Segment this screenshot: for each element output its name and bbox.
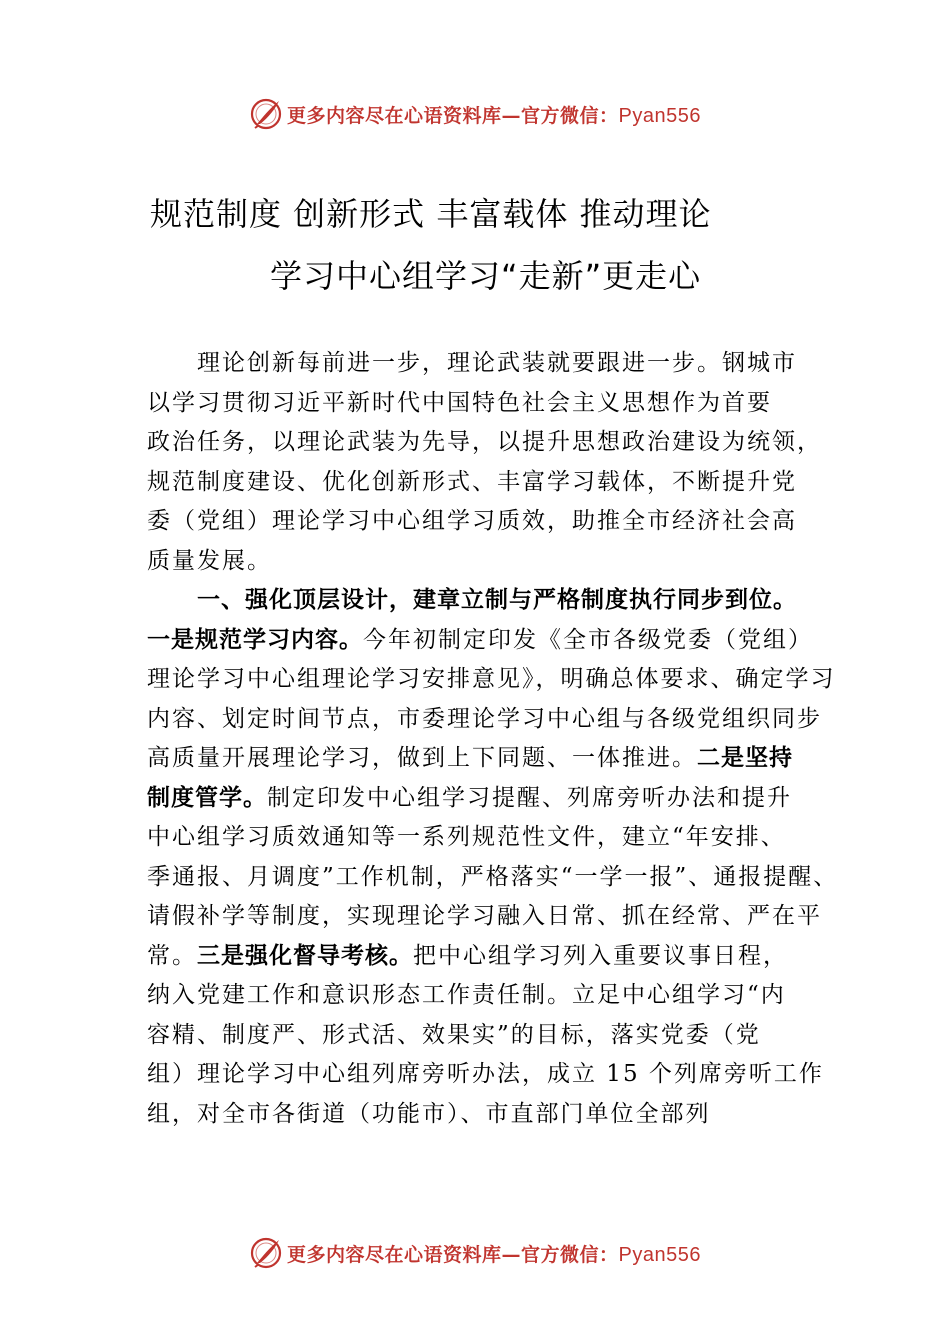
- document-body: [147, 344, 837, 1134]
- text-run: 高质量开展理论学习，做到上下同题、一体推进。: [147, 745, 697, 771]
- text-line: 容精、制度严、形式活、效果实”的目标，落实党委（党: [147, 1021, 761, 1048]
- banner-text: [287, 1240, 701, 1267]
- text-run: 今年初制定印发《全市各级党委（党组）: [363, 626, 813, 653]
- text-run: 把中心组学习列入重要议事日程，: [413, 942, 788, 969]
- footer-banner: [0, 1233, 950, 1273]
- document-title-line-1: 规范制度 创新形式 丰富载体 推动理论: [150, 195, 712, 233]
- section-heading: 一、强化顶层设计，建章立制与严格制度执行同步到位。: [197, 587, 797, 613]
- text-line: 规范制度建设、优化创新形式、丰富学习载体，不断提升党: [147, 468, 797, 495]
- text-line: 内容、划定时间节点，市委理论学习中心组与各级党组织同步: [147, 705, 822, 732]
- text-line: 理论学习中心组理论学习安排意见》，明确总体要求、确定学习: [147, 666, 836, 692]
- text-line: 理论创新每前进一步，理论武装就要跟进一步。钢城市: [197, 350, 797, 376]
- banner-label: 更多内容尽在心语资料库—官方微信：: [287, 104, 619, 127]
- banner-wechat-id: Pyan556: [618, 104, 701, 127]
- text-line: [147, 779, 837, 819]
- text-line: [147, 739, 837, 779]
- text-run: 常。: [147, 942, 197, 969]
- text-line: 组）理论学习中心组列席旁听办法，成立 15 个列席旁听工作: [147, 1061, 824, 1087]
- text-line: [147, 621, 837, 661]
- banner-label: 更多内容尽在心语资料库—官方微信：: [287, 1243, 619, 1266]
- quill-logo-icon: [249, 1236, 283, 1270]
- text-line: 政治任务，以理论武装为先导，以提升思想政治建设为统领，: [147, 429, 822, 455]
- text-line: 以学习贯彻习近平新时代中国特色社会主义思想作为首要: [147, 389, 772, 416]
- text-line: 质量发展。: [147, 547, 272, 574]
- header-banner: [0, 94, 950, 134]
- text-line: 组，对全市各街道（功能市）、市直部门单位全部列: [147, 1100, 711, 1127]
- bold-lead: 制度管学。: [147, 784, 267, 811]
- bold-lead: 二是坚持: [697, 745, 793, 771]
- text-line: [147, 937, 837, 977]
- bold-lead: 一是规范学习内容。: [147, 626, 363, 653]
- text-line: 纳入党建工作和意识形态工作责任制。立足中心组学习“内: [147, 982, 786, 1008]
- text-line: 请假补学等制度，实现理论学习融入日常、抓在经常、严在平: [147, 903, 822, 929]
- banner-wechat-id: Pyan556: [618, 1243, 701, 1266]
- bold-lead: 三是强化督导考核。: [197, 942, 413, 969]
- banner-text: [287, 101, 701, 128]
- text-line: 季通报、月调度”工作机制，严格落实“一学一报”、通报提醒、: [147, 863, 839, 890]
- quill-logo-icon: [249, 97, 283, 131]
- document-title-line-2: 学习中心组学习“走新”更走心: [270, 257, 702, 295]
- text-line: 委（党组）理论学习中心组学习质效，助推全市经济社会高: [147, 508, 797, 534]
- text-run: 制定印发中心组学习提醒、列席旁听办法和提升: [267, 784, 792, 811]
- text-line: 中心组学习质效通知等一系列规范性文件，建立“年安排、: [147, 824, 786, 850]
